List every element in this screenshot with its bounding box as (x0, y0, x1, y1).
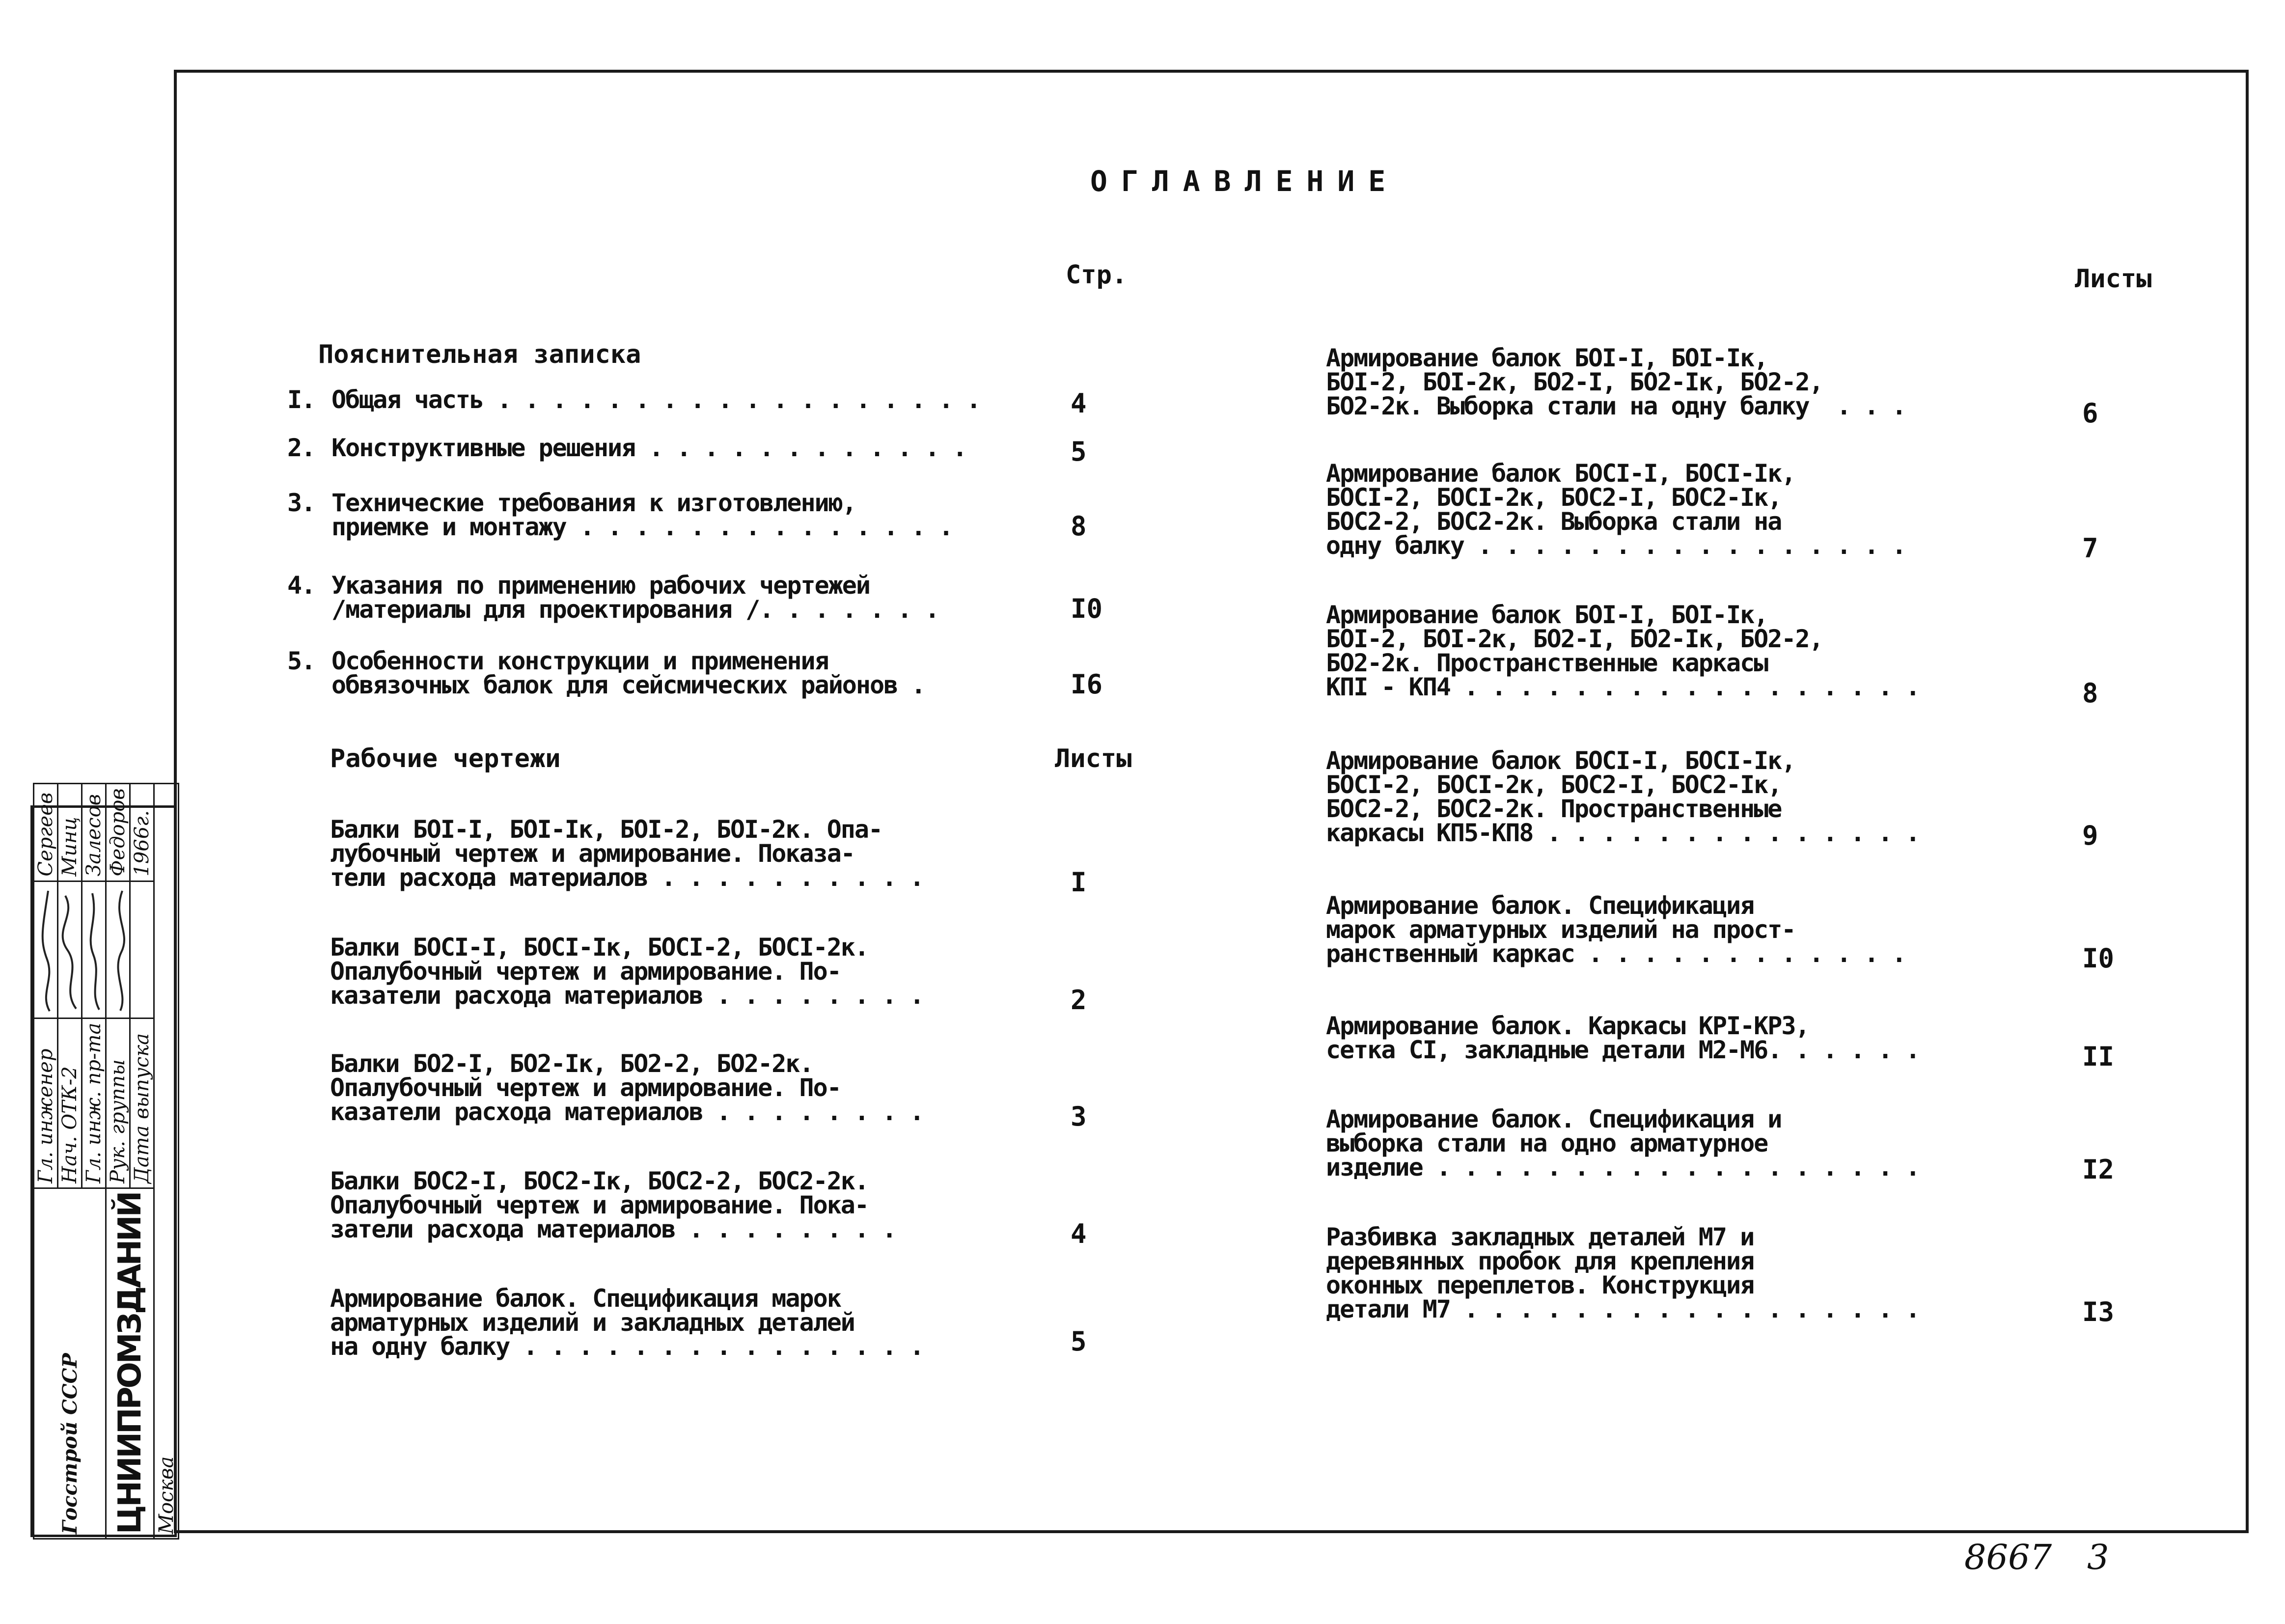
sheets-column-header-left: Листы (1055, 744, 1132, 773)
section-heading-working-drawings: Рабочие чертежи (330, 744, 561, 773)
stamp-signature-empty (130, 881, 154, 1018)
toc-entry-page: I3 (2082, 1296, 2115, 1327)
stamp-name: Минц (58, 784, 82, 881)
toc-entry (1326, 346, 1905, 418)
toc-entry-number: 3. (287, 489, 315, 517)
title-block-stamp (30, 788, 178, 1537)
toc-entry (1326, 459, 1906, 560)
toc-entry-text: Армирование балок БОСI-I, БОСI-Iк, БОСI-2, БОСI-2к, БОС2-I, БОС2-Iк, БОС2-2, БОС2-2к. Пространственные каркасы КП5-КП8 . . . . . . . . . . . . . . (1326, 746, 1920, 847)
toc-entry-page: I0 (1071, 593, 1103, 624)
section-heading-explanatory-note: Пояснительная записка (318, 340, 641, 369)
toc-entry (1326, 746, 1920, 847)
toc-entry-text: Армирование балок. Спецификация марок арматурных изделий на прост- ранственный каркас . . . . . . . . . . . . (1326, 891, 1906, 968)
toc-entry-text: Балки БОСI-I, БОСI-Iк, БОСI-2, БОСI-2к. Опалубочный чертеж и армирование. По- казатели расхода материалов . . . . . . . . (330, 933, 924, 1010)
toc-entry-page: 4 (1071, 388, 1087, 419)
toc-entry-page: II (2082, 1041, 2115, 1072)
stamp-signature (82, 881, 106, 1018)
toc-entry-page: I0 (2082, 943, 2115, 974)
toc-entry-page: 8 (2082, 678, 2098, 709)
page-number: 3 (2087, 1537, 2109, 1577)
toc-entry-page: 4 (1071, 1218, 1087, 1249)
toc-entry (287, 385, 980, 414)
toc-entry-number: 5. (287, 647, 315, 675)
stamp-signature (106, 881, 130, 1018)
toc-entry (1326, 1225, 1919, 1321)
toc-entry (287, 647, 925, 699)
stamp-role: Рук. группы (106, 1018, 130, 1188)
toc-entry-text: Конструктивные решения . . . . . . . . . . . . (331, 434, 966, 462)
toc-entry-page: I6 (1071, 669, 1103, 700)
toc-entry-page: I (1071, 867, 1087, 898)
toc-entry-page: 9 (2082, 820, 2098, 851)
stamp-date: 1966г. (130, 784, 154, 881)
toc-entry (330, 1169, 896, 1241)
toc-entry-page: 7 (2082, 533, 2098, 564)
stamp-signature (34, 881, 58, 1018)
stamp-name: Залесов (82, 784, 106, 881)
toc-entry-text: Армирование балок. Каркасы КРI-КР3, сетка СI, закладные детали М2-М6. . . . . . (1326, 1012, 1920, 1064)
toc-entry (287, 571, 939, 624)
toc-entry-text: Балки БО2-I, БО2-Iк, БО2-2, БО2-2к. Опалубочный чертеж и армирование. По- казатели расхода материалов . . . . . . . . (330, 1049, 924, 1126)
toc-entry (330, 1049, 924, 1126)
stamp-name: Сергеев (34, 784, 58, 881)
toc-entry-number: I. (287, 385, 315, 414)
stamp-name: Федоров (106, 784, 130, 881)
toc-entry-page: 6 (2082, 398, 2098, 429)
toc-entry-text: Особенности конструкции и применения обвязочных балок для сейсмических районов . (331, 647, 925, 699)
toc-entry (1326, 1107, 1919, 1180)
toc-entry (330, 933, 924, 1010)
toc-entry-text: Армирование балок БОI-I, БОI-Iк, БОI-2, БОI-2к, БО2-I, БО2-Iк, БО2-2, БО2-2к. Пространственные каркасы КПI - КП4 . . . . . . . . . . . . . . . . . (1326, 601, 1920, 701)
stamp-org-gosstroy: Госстрой СССР (34, 1188, 106, 1539)
toc-entry-number: 2. (287, 434, 315, 462)
toc-entry-page: I2 (2082, 1154, 2115, 1185)
toc-entry-page: 3 (1071, 1101, 1087, 1132)
stamp-role: Дата выпуска (130, 1018, 154, 1188)
toc-entry (330, 815, 924, 892)
toc-entry-page: 8 (1071, 511, 1087, 542)
toc-entry-text: Балки БОС2-I, БОС2-Iк, БОС2-2, БОС2-2к. Опалубочный чертеж и армирование. Пока- затели расхода материалов . . . . . . . . (330, 1167, 896, 1243)
stamp-signature (58, 881, 82, 1018)
page-column-header: Стр. (1066, 260, 1128, 290)
toc-entry (287, 489, 953, 541)
toc-entry-text: Армирование балок. Спецификация марок арматурных изделий и закладных деталей на одну балку . . . . . . . . . . . . . . . (330, 1284, 924, 1361)
stamp-role: Нач. ОТК-2 (58, 1018, 82, 1188)
toc-entry (1326, 603, 1919, 699)
sheets-column-header-right: Листы (2075, 264, 2152, 294)
toc-entry (1326, 1014, 1919, 1062)
toc-entry-text: Указания по применению рабочих чертежей /материалы для проектирования /. . . . . . . (331, 571, 939, 624)
toc-entry-number: 4. (287, 571, 315, 600)
document-number: 8667 (1964, 1537, 2052, 1577)
toc-entry-page: 5 (1071, 436, 1087, 467)
toc-entry-text: Балки БОI-I, БОI-Iк, БОI-2, БОI-2к. Опа- лубочный чертеж и армирование. Показа- тели расхода материалов . . . . . . . . . . (330, 815, 924, 892)
stamp-role: Гл. инж. пр-та (82, 1018, 106, 1188)
toc-entry-text: Технические требования к изготовлению, приемке и монтажу . . . . . . . . . . . . . . (331, 489, 953, 541)
toc-entry-text: Армирование балок. Спецификация и выборка стали на одно арматурное изделие . . . . . . . . . . . . . . . . . . (1326, 1105, 1920, 1182)
toc-entry-text: Общая часть . . . . . . . . . . . . . . . . . . (331, 385, 980, 414)
toc-entry-page: 2 (1071, 985, 1087, 1016)
stamp-org-institute: ЦНИИПРОМЗДАНИЙ (106, 1188, 154, 1539)
toc-entry-page: 5 (1071, 1326, 1087, 1357)
toc-entry (287, 434, 966, 462)
toc-entry-text: Армирование балок БОI-I, БОI-Iк, БОI-2, БОI-2к, БО2-I, БО2-Iк, БО2-2, БО2-2к. Выборка стали на одну балку . . . (1326, 344, 1906, 420)
page-title: ОГЛАВЛЕНИЕ (1090, 165, 1400, 198)
toc-entry (1326, 891, 1906, 968)
toc-entry-text: Разбивка закладных деталей М7 и деревянных пробок для крепления оконных переплетов. Конструкция детали М7 . . . . . . . . . . . . . . . . . (1326, 1223, 1920, 1323)
stamp-role: Гл. инженер (34, 1018, 58, 1188)
toc-entry-text: Армирование балок БОСI-I, БОСI-Iк, БОСI-2, БОСI-2к, БОС2-I, БОС2-Iк, БОС2-2, БОС2-2к. Выборка стали на одну балку . . . . . . . . . . . . . . . . (1326, 459, 1906, 560)
toc-entry (330, 1284, 924, 1361)
stamp-city: Москва (154, 784, 179, 1539)
